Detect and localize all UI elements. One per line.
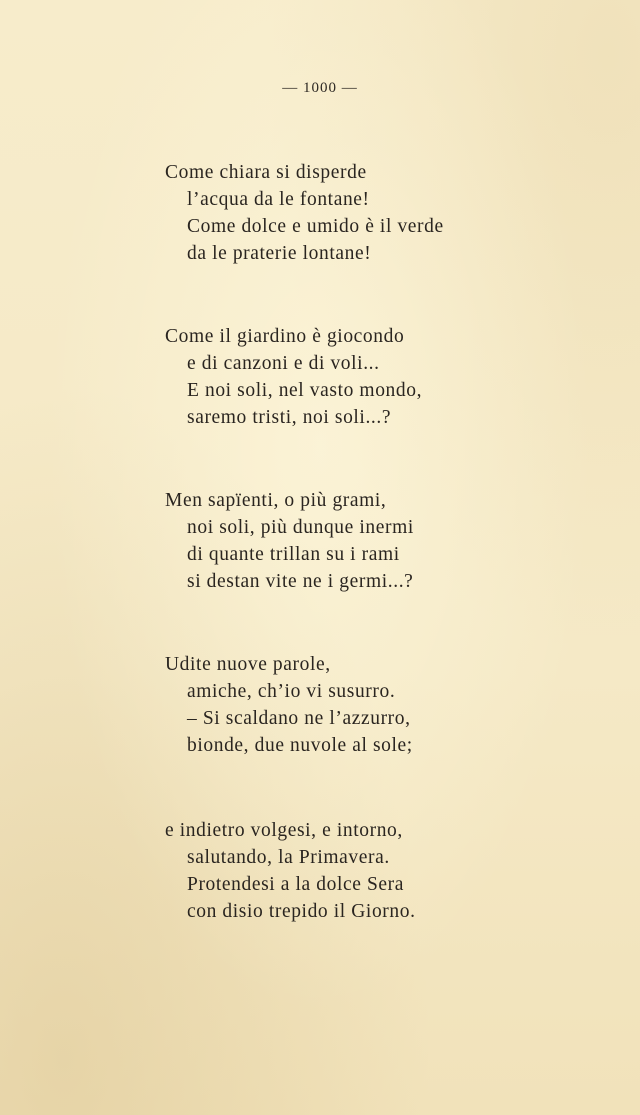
page-number: — 1000 — <box>282 80 358 96</box>
verse-line: amiche, ch’io vi susurro. <box>187 681 396 702</box>
verse-line: l’acqua da le fontane! <box>187 189 370 210</box>
verse-line: Come chiara si disperde <box>165 162 367 183</box>
stanza-3 <box>165 487 605 595</box>
verse-line: e di canzoni e di voli... <box>187 353 380 374</box>
verse-line: si destan vite ne i germi...? <box>187 571 414 592</box>
verse-line: saremo tristi, noi soli...? <box>187 407 392 428</box>
verse-line: E noi soli, nel vasto mondo, <box>187 380 423 401</box>
verse-line: Come dolce e umido è il verde <box>187 216 444 237</box>
verse-line: salutando, la Primavera. <box>187 847 390 868</box>
verse-line: di quante trillan su i rami <box>187 544 400 565</box>
verse-line: – Si scaldano ne l’azzurro, <box>187 708 411 729</box>
verse-line: Men sapïenti, o più grami, <box>165 490 387 511</box>
stanza-1 <box>165 159 605 267</box>
verse-line: noi soli, più dunque inermi <box>187 517 414 538</box>
verse-line: Come il giardino è giocondo <box>165 326 405 347</box>
stanza-2 <box>165 323 605 431</box>
verse-line: con disio trepido il Giorno. <box>187 901 416 922</box>
verse-line: bionde, due nuvole al sole; <box>187 735 413 756</box>
verse-line: Udite nuove parole, <box>165 654 331 675</box>
verse-line: da le praterie lontane! <box>187 243 372 264</box>
verse-line: Protendesi a la dolce Sera <box>187 874 405 895</box>
stanza-5 <box>165 817 605 925</box>
stanza-4 <box>165 651 605 759</box>
verse-line: e indietro volgesi, e intorno, <box>165 820 403 841</box>
